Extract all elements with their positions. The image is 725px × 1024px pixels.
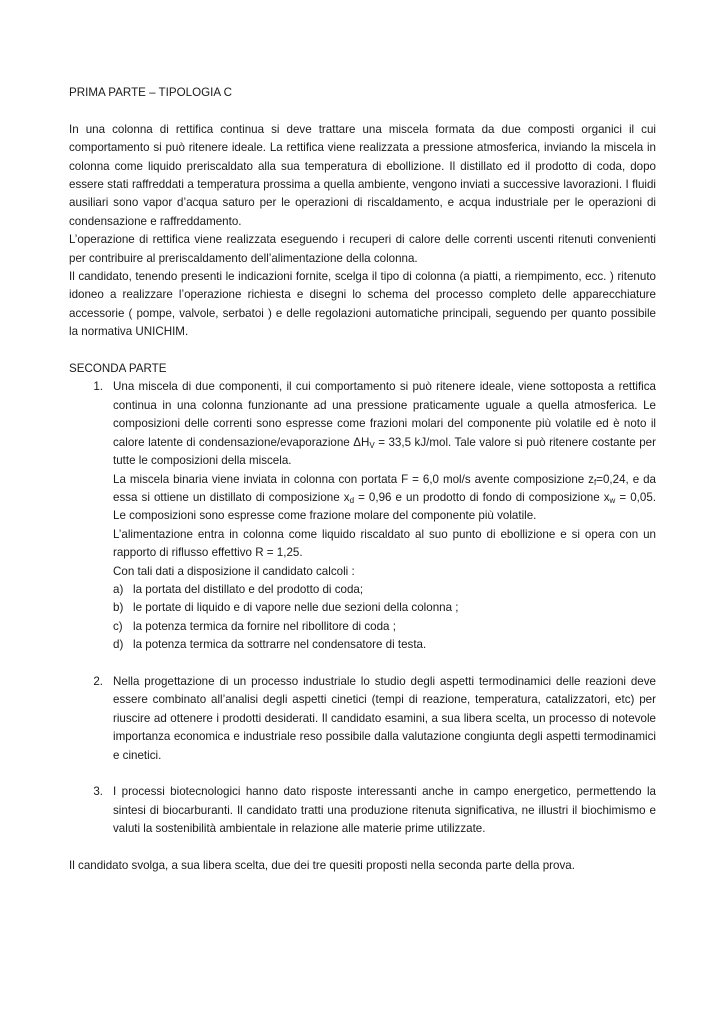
- question-1-request: Con tali dati a disposizione il candidato calcoli :: [113, 564, 355, 578]
- part1-paragraph-2: L’operazione di rettifica viene realizzata eseguendo i recuperi di calore delle correnti uscenti ritenuti convenienti per contribuire al preriscaldamento dell’alimentazione della colonna.: [69, 233, 656, 265]
- question-number: 3.: [93, 785, 103, 799]
- part2-title: SECONDA PARTE: [69, 362, 167, 376]
- question-number: 2.: [93, 674, 103, 688]
- sub-item-b: [113, 599, 656, 617]
- sub-item-text: le portate di liquido e di vapore nelle due sezioni della colonna ;: [133, 601, 459, 615]
- question-1-feed: L’alimentazione entra in colonna come liquido riscaldato al suo punto di ebollizione e si opera con un rapporto di riflusso effettivo R = 1,25.: [113, 527, 656, 560]
- question-1-intro: Una miscela di due componenti, il cui comportamento si può ritenere ideale, viene sottoposta a rettifica continua in una colonna funzionante ad una pressione praticamente uguale a quella atmosferica. Le composizioni delle correnti sono espresse come frazioni molari del componente più volatile ed è noto il calore latente di condensazione/evaporazione $\Delta H_V = 33,5$ kJ/mol. Tale valore si può ritenere costante per tutte le composizioni della miscela.: [113, 380, 656, 468]
- question-3: [69, 783, 656, 838]
- sub-item-text: la potenza termica da fornire nel ribollitore di coda ;: [133, 619, 396, 633]
- sub-item-label: d): [113, 638, 124, 652]
- sub-item-label: c): [113, 619, 123, 633]
- part1-paragraph-1: In una colonna di rettifica continua si deve trattare una miscela formata da due composti organici il cui comportamento si può ritenere ideale. La rettifica viene realizzata a pressione atmosferica, inviando la miscela in colonna come liquido preriscaldato alla sua temperatura di ebollizione. Il distillato ed il prodotto di coda, dopo essere stati raffreddati a temperatura prossima a quella ambiente, vengono inviati a successive lavorazioni. I fluidi ausiliari sono vapor d’acqua saturo per le operazioni di riscaldamento, e acqua industriale per le operazioni di condensazione e raffreddamento.: [69, 122, 656, 228]
- sub-item-d: [113, 636, 656, 654]
- question-3-text: I processi biotecnologici hanno dato risposte interessanti anche in campo energetico, permettendo la sintesi di biocarburanti. Il candidato tratti una produzione ritenuta significativa, ne illustri il biochimismo e valuti la sostenibilità ambientale in relazione alle materie prime utilizzate.: [113, 785, 656, 836]
- question-1-data: La miscela binaria viene inviata in colonna con portata F = 6,0 mol/s avente composizione $z_f=0,24$, e da essa si ottiene un distillato di composizione $x_d = 0,96$ e un prodotto di fondo di composizione $x_w = 0,05$. Le composizioni sono espresse come frazione molare del componente più volatile.: [113, 472, 656, 523]
- closing-note: Il candidato svolga, a sua libera scelta, due dei tre quesiti proposti nella seconda parte della prova.: [69, 858, 575, 872]
- part1-paragraph-3: Il candidato, tenendo presenti le indicazioni fornite, scelga il tipo di colonna (a piatti, a riempimento, ecc. ) ritenuto idoneo a realizzare l’operazione richiesta e disegni lo schema del processo completo delle apparecchiature accessorie ( pompe, valvole, serbatoi ) e delle regolazioni automatiche principali, seguendo per quanto possibile la normativa UNICHIM.: [69, 270, 656, 339]
- question-2: [69, 673, 656, 765]
- part1-title: PRIMA PARTE – TIPOLOGIA C: [69, 86, 233, 99]
- sub-item-c: [113, 618, 656, 636]
- sub-item-label: a): [113, 582, 124, 596]
- sub-item-label: b): [113, 601, 124, 615]
- sub-item-text: la portata del distillato e del prodotto di coda;: [133, 582, 364, 596]
- question-number: 1.: [93, 380, 103, 394]
- question-1: [69, 378, 656, 654]
- sub-item-text: la potenza termica da sottrarre nel condensatore di testa.: [133, 638, 427, 652]
- sub-item-a: [113, 581, 656, 599]
- question-2-text: Nella progettazione di un processo industriale lo studio degli aspetti termodinamici delle reazioni deve essere combinato all’analisi degli aspetti cinetici (tempi di reazione, temperatura, catalizzatori, etc) per riuscire ad ottenere i prodotti desiderati. Il candidato esamini, a sua libera scelta, un processo di notevole importanza economica e industriale reso possibile dalla valutazione congiunta degli aspetti termodinamici e cinetici.: [113, 674, 656, 762]
